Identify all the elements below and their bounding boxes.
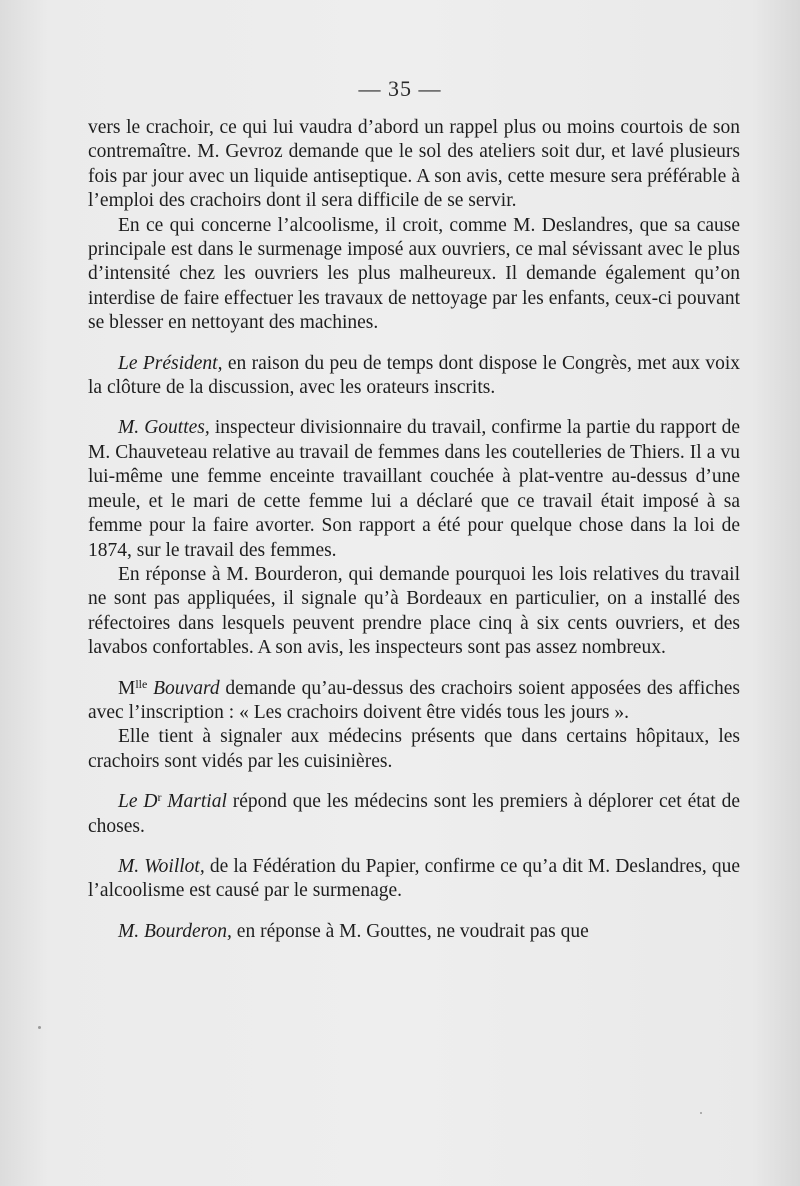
speaker-name: Le Président, bbox=[118, 352, 223, 374]
paragraph-text: Elle tient à signaler aux médecins présents que dans certains hôpitaux, les crachoirs sont vidés par les cuisinières. bbox=[88, 726, 740, 772]
paragraph-text: En réponse à M. Bourderon, qui demande pourquoi les lois relatives du travail ne sont pas appliquées, il signale qu’à Bordeaux en particulier, on a installé des réfectoires dans lesquels peuvent prendre place cinq à six cents ouvriers, et des lavabos confortables. A son avis, les inspecteurs sont pas assez nombreux. bbox=[88, 563, 740, 659]
paragraph-text: en raison du peu de temps dont dispose le Congrès, met aux voix la clôture de la discussion, avec les orateurs inscrits. bbox=[88, 352, 740, 399]
paragraph-6 bbox=[88, 677, 740, 726]
speaker-title-superscript: lle bbox=[135, 676, 148, 691]
speaker-title-superscript: r bbox=[157, 790, 162, 805]
paragraph-2 bbox=[88, 214, 740, 336]
paper-speck bbox=[700, 1112, 702, 1114]
paragraph-text: En ce qui concerne l’alcoolisme, il croit, comme M. Deslandres, que sa cause principale est dans le surmenage imposé aux ouvriers, ce mal sévissant avec le plus d’intensité chez les ouvriers les plus malheureux. Il demande également qu’on interdise de faire effectuer les travaux de nettoyage par les enfants, ceux-ci pouvant se blesser en nettoyant des machines. bbox=[88, 214, 740, 334]
speaker-name: M. Woillot, bbox=[118, 855, 205, 877]
speaker-name: Bouvard bbox=[147, 677, 220, 699]
paragraph-9 bbox=[88, 855, 740, 904]
paragraph-text: répond que les médecins sont les premiers à déplorer cet état de choses. bbox=[88, 791, 740, 837]
paragraph-3 bbox=[88, 352, 740, 401]
paragraph-4 bbox=[88, 416, 740, 562]
speaker-name: Martial bbox=[161, 791, 227, 813]
body-text bbox=[88, 116, 740, 944]
paragraph-5 bbox=[88, 563, 740, 661]
paragraph-7 bbox=[88, 725, 740, 774]
speaker-name: M. Gouttes, bbox=[118, 417, 210, 439]
paragraph-text: vers le crachoir, ce qui lui vaudra d’abord un rappel plus ou moins courtois de son contremaître. M. Gevroz demande que le sol des ateliers soit dur, et lavé plusieurs fois par jour avec un liquide antiseptique. A son avis, cette mesure sera préférable à l’emploi des crachoirs dont il sera difficile de se servir. bbox=[88, 117, 740, 212]
paper-speck bbox=[38, 1026, 41, 1029]
speaker-title: M bbox=[118, 677, 136, 699]
paragraph-text: en réponse à M. Gouttes, ne voudrait pas que bbox=[231, 920, 589, 942]
paragraph-1 bbox=[88, 116, 740, 214]
paragraph-10 bbox=[88, 920, 740, 944]
paragraph-8 bbox=[88, 790, 740, 839]
paragraph-text: demande qu’au-dessus des crachoirs soient apposées des affiches avec l’inscription : « Les crachoirs doivent être vidés tous les jours ». bbox=[88, 677, 740, 723]
page-number: — 35 — bbox=[358, 76, 442, 101]
paragraph-text: inspecteur divisionnaire du travail, confirme la partie du rapport de M. Chauveteau relative au travail de femmes dans les coutelleries de Thiers. Il a vu lui-même une femme enceinte travaillant couchée à plat-ventre au-dessus d’une meule, et le mari de cette femme lui a déclaré que ce travail était imposé à sa femme pour la faire avorter. Son rapport a été pour quelque chose dans la loi de 1874, sur le travail des femmes. bbox=[88, 417, 740, 561]
speaker-title: Le D bbox=[118, 791, 158, 813]
speaker-name: M. Bourderon, bbox=[118, 920, 232, 942]
paragraph-text: de la Fédération du Papier, confirme ce qu’a dit M. Deslandres, que l’alcoolisme est causé par le surmenage. bbox=[88, 855, 740, 902]
